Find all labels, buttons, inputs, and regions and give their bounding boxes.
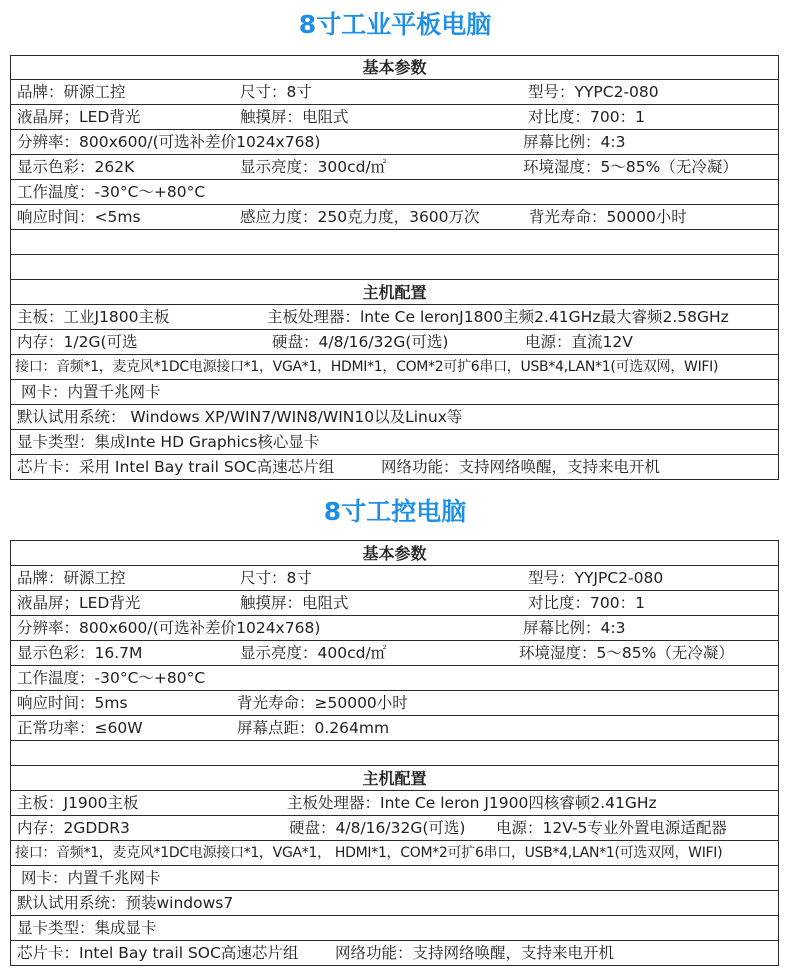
memory-cell: 内存：1/2G(可选 (17, 333, 138, 351)
cpu-cell: 主板处理器：lnte Ce leronJ1800主频2.41GHz最大睿频2.58GHz (267, 308, 729, 326)
memory-cell: 内存：2GDDR3 (17, 819, 130, 837)
empty-row (11, 741, 778, 766)
spec-row (11, 180, 778, 205)
size-cell: 尺寸：8寸 (240, 83, 312, 101)
spec-row (11, 616, 778, 641)
spec-row (11, 380, 778, 405)
board-cell: 主板：工业J1800主板 (17, 308, 170, 326)
brand-cell: 品牌：研源工控 (17, 83, 126, 101)
empty-row (11, 255, 778, 280)
force-cell: 感应力度：250克力度，3600万次 (240, 208, 480, 226)
touch-cell: 触摸屏：电阻式 (240, 108, 349, 126)
chipset-cell: 芯片卡：采用 Intel Bay trail SOC高速芯片组 (17, 458, 335, 476)
spec-table-2 (10, 540, 779, 966)
lcd-cell: 液晶屏；LED背光 (17, 594, 141, 612)
disk-cell: 硬盘：4/8/16/32G(可选) (272, 333, 449, 351)
spec-row (11, 566, 778, 591)
spec-row (11, 105, 778, 130)
brightness-cell: 显示亮度：300cd/㎡ (240, 158, 387, 176)
response-cell: 响应时间：<5ms (17, 208, 141, 226)
model-cell: 型号：YYPC2-080 (528, 83, 659, 101)
spec-row (11, 305, 778, 330)
spec-row (11, 205, 778, 230)
resolution-cell: 分辨率：800x600/(可选补差价1024x768) (17, 133, 321, 151)
temp-cell: 工作温度：-30°C～+80°C (17, 669, 206, 687)
temp-cell: 工作温度：-30°C～+80°C (17, 183, 206, 201)
spec-row (11, 691, 778, 716)
model-cell: 型号：YYJPC2-080 (528, 569, 664, 587)
ratio-cell: 屏幕比例：4:3 (523, 133, 626, 151)
disk-cell: 硬盘：4/8/16/32G(可选) (289, 819, 466, 837)
board-cell: 主板：J1900主板 (17, 794, 139, 812)
spec-row (11, 455, 778, 479)
brand-cell: 品牌：研源工控 (17, 569, 126, 587)
spec-row (11, 330, 778, 355)
chipset-cell: 芯片卡：Intel Bay trail SOC高速芯片组 (17, 944, 299, 962)
humidity-cell: 环境湿度：5～85%（无冷凝） (519, 644, 734, 662)
lcd-cell: 液晶屏；LED背光 (17, 108, 141, 126)
backlight-cell: 背光寿命：50000小时 (529, 208, 687, 226)
spec-row (11, 355, 778, 380)
spec-row (11, 891, 778, 916)
spec-row (11, 841, 778, 866)
spec-row (11, 155, 778, 180)
spec-row (11, 866, 778, 891)
nic-cell: 网卡：内置千兆网卡 (21, 383, 161, 401)
spec-row (11, 591, 778, 616)
os-cell: 默认试用系统：预装windows7 (17, 894, 234, 912)
host-config-header: 主机配置 (11, 280, 778, 305)
basic-params-header: 基本参数 (11, 541, 778, 566)
cpu-cell: 主板处理器：Inte Ce leron J1900四核睿顿2.41GHz (287, 794, 657, 812)
section1-title: 8寸工业平板电脑 (298, 10, 492, 39)
spec-row (11, 405, 778, 430)
spec-row (11, 916, 778, 941)
brightness-cell: 显示亮度：400cd/㎡ (240, 644, 387, 662)
gpu-cell: 显卡类型：集成Inte HD Graphics核心显卡 (17, 433, 320, 451)
spec-table-1 (10, 55, 779, 480)
spec-row (11, 430, 778, 455)
spec-row (11, 666, 778, 691)
nic-cell: 网卡：内置千兆网卡 (21, 869, 161, 887)
touch-cell: 触摸屏：电阻式 (240, 594, 349, 612)
backlight-cell: 背光寿命：≥50000小时 (237, 694, 408, 712)
network-cell: 网络功能：支持网络唤醒，支持来电开机 (381, 458, 661, 476)
spec-row (11, 816, 778, 841)
humidity-cell: 环境湿度：5～85%（无冷凝） (523, 158, 738, 176)
size-cell: 尺寸：8寸 (240, 569, 312, 587)
ports-cell: 接口：音频*1，麦克风*1DC电源接口*1，VGA*1，HDMI*1，COM*2可扩6串口，USB*4,LAN*1(可选双网，WIFI) (15, 359, 719, 375)
spec-row (11, 130, 778, 155)
color-cell: 显示色彩：16.7M (17, 644, 143, 662)
spec-row (11, 941, 778, 965)
contrast-cell: 对比度：700：1 (528, 594, 645, 612)
ratio-cell: 屏幕比例：4:3 (523, 619, 626, 637)
empty-row (11, 230, 778, 255)
spec-row (11, 80, 778, 105)
contrast-cell: 对比度：700：1 (528, 108, 645, 126)
response-cell: 响应时间：5ms (17, 694, 128, 712)
ports-cell: 接口：音频*1，麦克风*1DC电源接口*1，VGA*1， HDMI*1，COM*2可扩6串口，USB*4,LAN*1(可选双网，WIFI) (15, 845, 723, 861)
spec-row (11, 641, 778, 666)
network-cell: 网络功能：支持网络唤醒，支持来电开机 (335, 944, 615, 962)
spec-row (11, 716, 778, 741)
resolution-cell: 分辨率：800x600/(可选补差价1024x768) (17, 619, 321, 637)
basic-params-header: 基本参数 (11, 56, 778, 80)
gpu-cell: 显卡类型：集成显卡 (17, 919, 157, 937)
section2-title: 8寸工控电脑 (323, 497, 467, 526)
pitch-cell: 屏幕点距：0.264mm (237, 719, 390, 737)
power-cell: 正常功率：≤60W (17, 719, 143, 737)
spec-row (11, 791, 778, 816)
power-cell: 电源：12V-5专业外置电源适配器 (496, 819, 727, 837)
power-cell: 电源：直流12V (525, 333, 633, 351)
os-cell: 默认试用系统： Windows XP/WIN7/WIN8/WIN10以及Linux等 (17, 408, 463, 426)
color-cell: 显示色彩：262K (17, 158, 135, 176)
host-config-header: 主机配置 (11, 766, 778, 791)
